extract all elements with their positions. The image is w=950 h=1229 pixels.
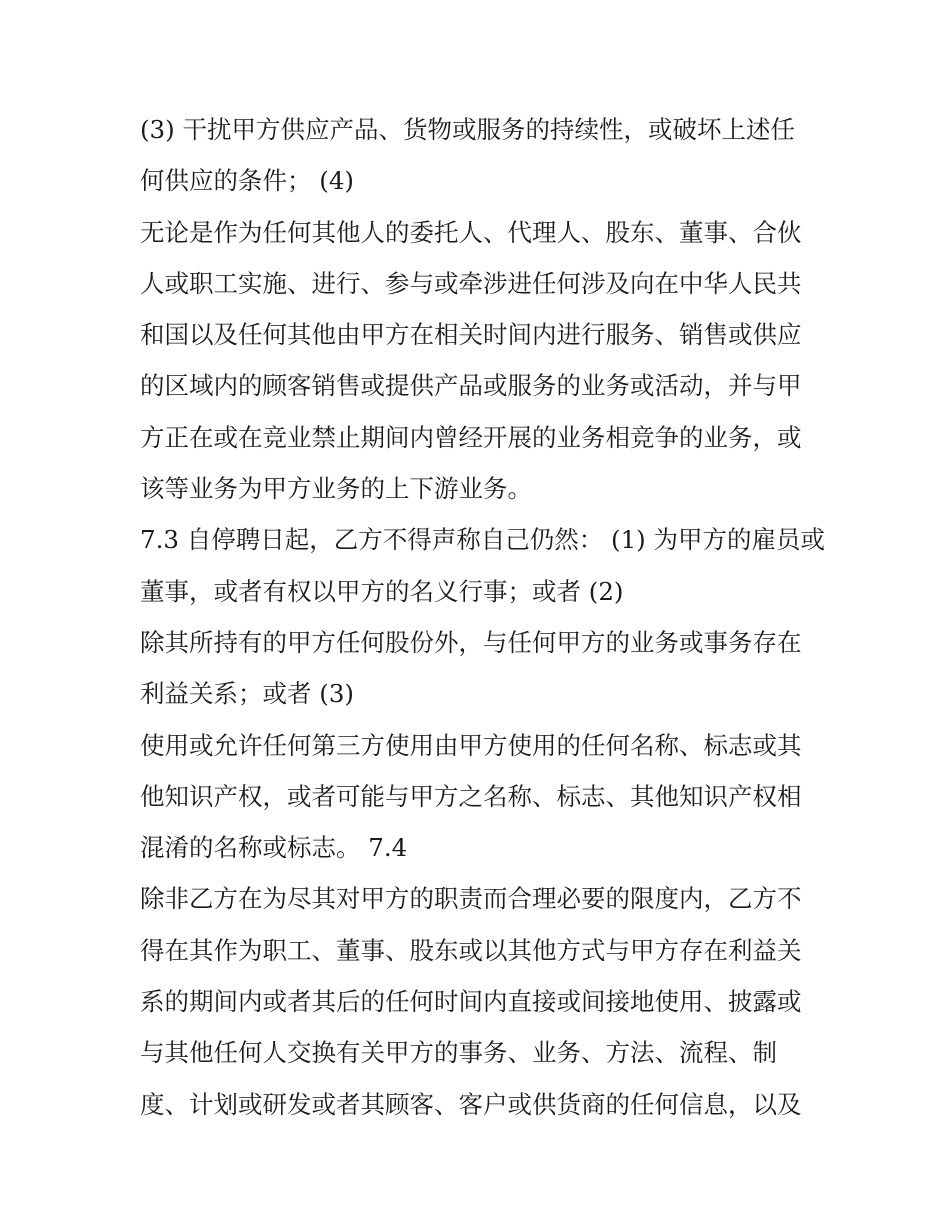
text-line: 无论是作为任何其他人的委托人、代理人、股东、董事、合伙 xyxy=(140,217,802,247)
text-line: 与其他任何人交换有关甲方的事务、业务、方法、流程、制 xyxy=(140,1038,777,1068)
text-line: 何供应的条件； (4) xyxy=(140,166,354,196)
text-line: 7.3 自停聘日起，乙方不得声称自己仍然： (1) 为甲方的雇员或 xyxy=(140,525,826,555)
text-line: 他知识产权，或者可能与甲方之名称、标志、其他知识产权相 xyxy=(140,781,802,811)
text-line: 混淆的名称或标志。 7.4 xyxy=(140,833,408,863)
text-line: 方正在或在竞业禁止期间内曾经开展的业务相竞争的业务，或 xyxy=(140,422,802,452)
text-line: 董事，或者有权以甲方的名义行事；或者 (2) xyxy=(140,576,624,606)
text-line: 该等业务为甲方业务的上下游业务。 xyxy=(140,474,532,504)
text-line: 得在其作为职工、董事、股东或以其他方式与甲方存在利益关 xyxy=(140,935,802,965)
text-line: 除非乙方在为尽其对甲方的职责而合理必要的限度内，乙方不 xyxy=(140,884,802,914)
text-line: 度、计划或研发或者其顾客、客户或供货商的任何信息，以及 xyxy=(140,1089,802,1119)
text-line: 利益关系；或者 (3) xyxy=(140,679,354,709)
body-text xyxy=(140,108,830,1134)
text-line: 除其所持有的甲方任何股份外，与任何甲方的业务或事务存在 xyxy=(140,627,802,657)
text-line: 系的期间内或者其后的任何时间内直接或间接地使用、披露或 xyxy=(140,987,802,1017)
text-line: 和国以及任何其他由甲方在相关时间内进行服务、销售或供应 xyxy=(140,320,802,350)
text-line: (3) 干扰甲方供应产品、货物或服务的持续性，或破坏上述任 xyxy=(140,115,795,144)
text-line: 人或职工实施、进行、参与或牵涉进任何涉及向在中华人民共 xyxy=(140,268,802,298)
text-line: 使用或允许任何第三方使用由甲方使用的任何名称、标志或其 xyxy=(140,730,802,760)
text-line: 的区域内的顾客销售或提供产品或服务的业务或活动，并与甲 xyxy=(140,371,802,401)
